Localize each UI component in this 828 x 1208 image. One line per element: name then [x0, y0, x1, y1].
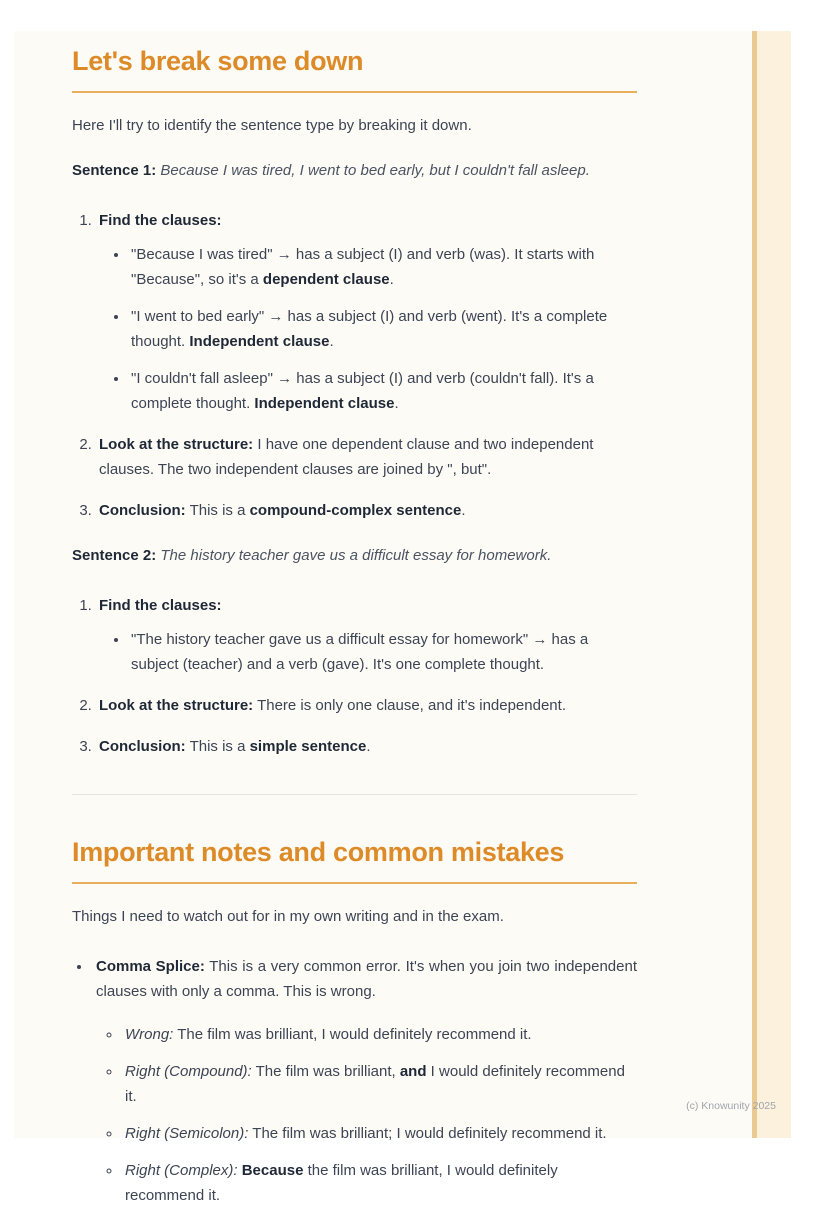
step-item	[96, 498, 637, 523]
text: "I went to bed early" → has a subject (I) and verb (went). It's a complete thought.	[131, 308, 608, 350]
watermark: (c) Knowunity 2025	[686, 1100, 776, 1112]
bold-text: Find the clauses:	[99, 597, 222, 614]
bold-text: dependent clause	[262, 271, 390, 288]
section-title-notes: Important notes and common mistakes	[72, 837, 565, 867]
step-item	[96, 693, 637, 718]
step-item	[96, 734, 637, 759]
text: I have one dependent clause and two independent clauses. The two independent clauses are joined by ", but".	[99, 436, 594, 478]
sentence-1-text: Because I was tired, I went to bed early, but I couldn't fall asleep.	[160, 162, 590, 179]
title-underline	[72, 882, 637, 884]
bold-text: Independent clause	[189, 333, 330, 350]
clause-bullet	[129, 242, 637, 292]
section-notes	[72, 835, 637, 1208]
title-underline	[72, 91, 637, 93]
italic-text: Right (Semicolon):	[125, 1125, 249, 1142]
text: I would definitely recommend it.	[125, 1063, 625, 1105]
clause-bullet	[129, 627, 637, 677]
notes-intro-paragraph	[72, 904, 637, 929]
bold-text: Look at the structure:	[99, 436, 254, 453]
bold-text: Because	[241, 1162, 304, 1179]
steps-list-sentence-2	[72, 593, 637, 759]
text: "I couldn't fall asleep" → has a subject (I) and verb (couldn't fall). It's a complete thought.	[131, 370, 594, 412]
example-list	[102, 1022, 637, 1208]
italic-text: Right (Complex):	[125, 1162, 238, 1179]
step-item	[96, 208, 637, 416]
text: This is a	[185, 738, 250, 755]
bold-text: Independent clause	[254, 395, 395, 412]
notes-page-card	[14, 31, 791, 1204]
section-breakdown	[72, 44, 637, 759]
text: the film was brilliant, I would definitely recommend it.	[125, 1162, 558, 1204]
text: .	[329, 333, 334, 350]
italic-text: Right (Compound):	[125, 1063, 252, 1080]
text: The film was brilliant; I would definitely recommend it.	[248, 1125, 607, 1142]
sentence-1-label: Sentence 1:	[72, 162, 157, 179]
section-title-breakdown: Let's break some down	[72, 46, 364, 76]
sentence-2-line	[72, 543, 637, 568]
clause-bullet	[129, 366, 637, 416]
example-item	[122, 1121, 637, 1146]
text: "The history teacher gave us a difficult essay for homework" → has a subject (teacher) and a verb (gave). It's one complete thought.	[131, 631, 589, 673]
text: There is only one clause, and it's independent.	[253, 697, 566, 714]
bold-text: simple sentence	[249, 738, 367, 755]
text: "Because I was tired" → has a subject (I) and verb (was). It starts with "Because", so it's a	[131, 246, 595, 288]
mistakes-list	[72, 954, 637, 1208]
text: The film was brilliant,	[251, 1063, 400, 1080]
example-item	[122, 1059, 637, 1109]
bold-text: and	[399, 1063, 427, 1080]
text: This is a very common error. It's when you join two independent clauses with only a comma. This is wrong.	[96, 958, 637, 1000]
section-divider	[72, 794, 637, 795]
bold-text: Conclusion:	[99, 738, 186, 755]
example-item	[122, 1158, 637, 1208]
text: .	[461, 502, 466, 519]
bold-text: Comma Splice:	[96, 958, 205, 975]
mistake-item	[92, 954, 637, 1208]
bold-text: Conclusion:	[99, 502, 186, 519]
text: Here I'll try to identify the sentence type by breaking it down.	[72, 117, 472, 134]
text: .	[389, 271, 394, 288]
text: Things I need to watch out for in my own writing and in the exam.	[72, 908, 504, 925]
clause-bullet-list	[99, 242, 637, 416]
italic-text: Wrong:	[125, 1026, 174, 1043]
sentence-2-label: Sentence 2:	[72, 547, 157, 564]
intro-paragraph	[72, 113, 637, 138]
clause-bullet-list	[99, 627, 637, 677]
bold-text: Look at the structure:	[99, 697, 254, 714]
page-content	[14, 31, 791, 1208]
text: The film was brilliant, I would definitely recommend it.	[173, 1026, 532, 1043]
clause-bullet	[129, 304, 637, 354]
sentence-1-line	[72, 158, 637, 183]
step-item	[96, 593, 637, 677]
text: .	[366, 738, 371, 755]
mistake-description	[96, 954, 637, 1004]
example-item	[122, 1022, 637, 1047]
step-item	[96, 432, 637, 482]
bold-text: compound-complex sentence	[249, 502, 462, 519]
sentence-2-text: The history teacher gave us a difficult essay for homework.	[160, 547, 552, 564]
text: .	[394, 395, 399, 412]
bold-text: Find the clauses:	[99, 212, 222, 229]
text: This is a	[185, 502, 250, 519]
steps-list-sentence-1	[72, 208, 637, 523]
